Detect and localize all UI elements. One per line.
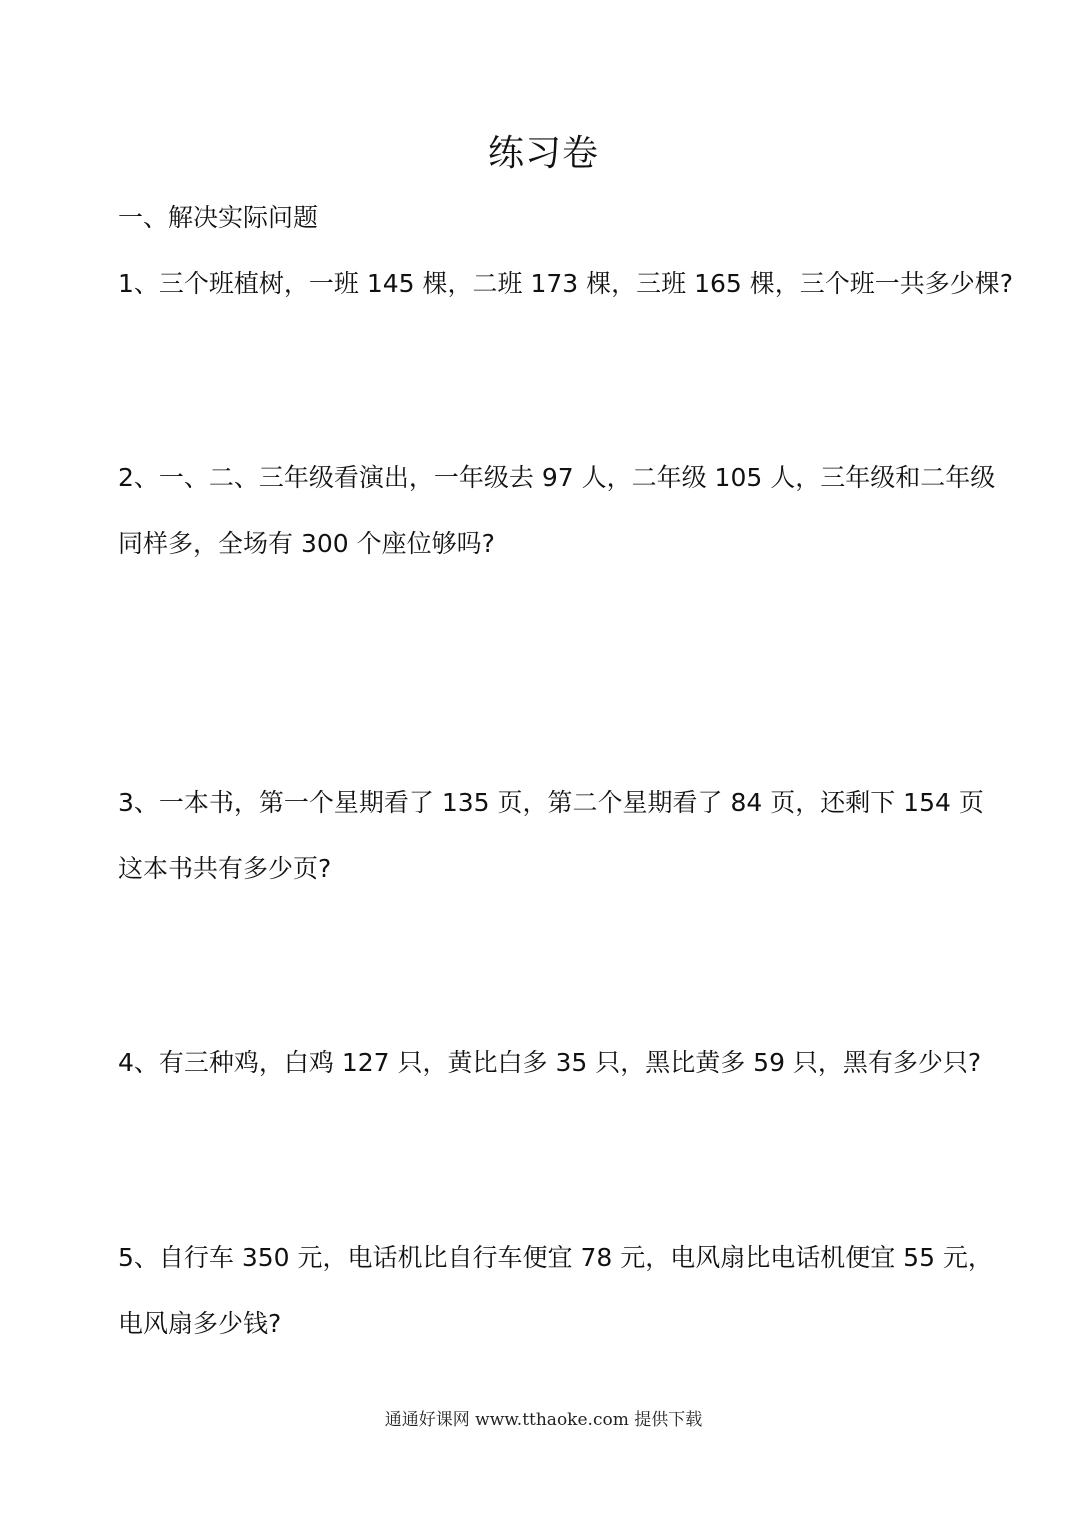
question-3 bbox=[118, 770, 984, 902]
question-3-line-1: 3、一本书，第一个星期看了 135 页，第二个星期看了 84 页，还剩下 154 页 bbox=[118, 788, 984, 817]
question-5 bbox=[118, 1225, 993, 1357]
question-2-line-1: 2、一、二、三年级看演出，一年级去 97 人，二年级 105 人，三年级和二年级 bbox=[118, 463, 996, 492]
section-heading: 一、解决实际问题 bbox=[118, 203, 319, 232]
page-title: 练习卷 bbox=[487, 133, 599, 174]
question-4-line-1: 4、有三种鸡，白鸡 127 只，黄比白多 35 只，黑比黄多 59 只，黑有多少只? bbox=[118, 1048, 982, 1077]
question-1-line-1: 1、三个班植树，一班 145 棵，二班 173 棵，三班 165 棵，三个班一共多少棵? bbox=[118, 269, 1014, 298]
question-5-line-2: 电风扇多少钱? bbox=[118, 1309, 282, 1338]
question-4 bbox=[118, 1030, 982, 1096]
question-2-line-2: 同样多，全场有 300 个座位够吗? bbox=[118, 529, 495, 558]
question-1 bbox=[118, 251, 1014, 317]
page-footer: 通通好课网 www.tthaoke.com 提供下载 bbox=[384, 1410, 703, 1430]
question-2 bbox=[118, 445, 996, 577]
question-3-line-2: 这本书共有多少页? bbox=[118, 854, 332, 883]
question-5-line-1: 5、自行车 350 元，电话机比自行车便宜 78 元，电风扇比电话机便宜 55 元， bbox=[118, 1243, 993, 1272]
